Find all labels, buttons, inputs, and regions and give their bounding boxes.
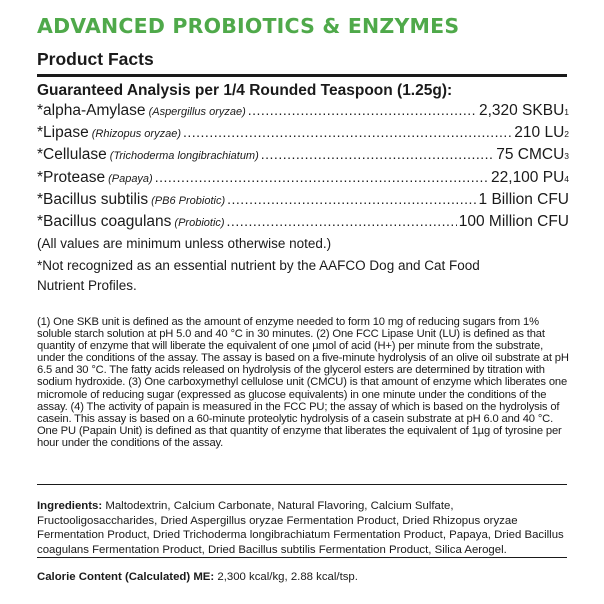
analysis-row bbox=[37, 213, 569, 235]
nutrient-value: 2,320 SKBU bbox=[478, 102, 565, 119]
analysis-row bbox=[37, 191, 569, 213]
nutrient-value: 75 CMCU bbox=[496, 146, 565, 164]
calorie-content bbox=[37, 571, 358, 583]
calorie-value: 2,300 kcal/kg, 2.88 kcal/tsp. bbox=[214, 571, 358, 583]
guaranteed-analysis-heading: Guaranteed Analysis per 1/4 Rounded Teaspoon (1.25g): bbox=[37, 82, 453, 99]
leader-dots bbox=[183, 124, 512, 140]
analysis-row: *Protease (Papaya) ..... 22,100 PU 4 bbox=[37, 169, 569, 191]
nutrient-source: (Probiotic) bbox=[174, 216, 225, 229]
leader-dots bbox=[155, 169, 489, 185]
nutrient-name: *Bacillus subtilis bbox=[37, 190, 149, 208]
calorie-label: Calorie Content (Calculated) ME: bbox=[37, 571, 215, 583]
leader-dots bbox=[261, 146, 494, 162]
nutrient-source: (Papaya) bbox=[108, 172, 153, 185]
ingredients-label: Ingredients: bbox=[37, 500, 103, 512]
nutrient-name: *Cellulase bbox=[37, 146, 107, 164]
nutrient-name: *Protease bbox=[37, 168, 106, 186]
minimum-values-note: (All values are minimum unless otherwise noted.) bbox=[37, 236, 332, 251]
analysis-list bbox=[37, 102, 569, 235]
nutrient-name: *Lipase bbox=[37, 124, 89, 142]
analysis-row: *alpha-Amylase (Aspergillus oryzae) ..... 2,320 SKBU 1 bbox=[37, 102, 569, 124]
nutrient-value: 1 Billion CFU bbox=[478, 190, 569, 208]
divider bbox=[37, 557, 567, 558]
ingredients-statement bbox=[37, 499, 569, 557]
nutrient-name: *Bacillus coagulans bbox=[37, 212, 172, 230]
nutrient-name: *alpha-Amylase bbox=[37, 102, 146, 119]
leader-dots bbox=[248, 102, 477, 118]
leader-dots bbox=[227, 191, 476, 207]
analysis-row: *Cellulase (Trichoderma longibrachiatum) ..... 75 CMCU 3 bbox=[37, 146, 569, 168]
product-title: ADVANCED PROBIOTICS & ENZYMES bbox=[37, 14, 460, 38]
nutrient-source: (PB6 Probiotic) bbox=[151, 194, 226, 207]
nutrient-source: (Aspergillus oryzae) bbox=[148, 106, 246, 118]
nutrient-value: 210 LU bbox=[514, 124, 565, 142]
divider bbox=[37, 484, 567, 485]
ingredients-list: Maltodextrin, Calcium Carbonate, Natural Flavoring, Calcium Sulfate, Fructooligosaccharides, Dried Aspergillus oryzae Fermentation Product, Dried Rhizopus oryzae Fermentation Product, Dried Trichoderma longibrachiatum Fermentation Product, Papaya, Dried Bacillus coagulans Fermentation Product, Dried Bacillus subtilis Fermentation Product, Silica Aerogel. bbox=[37, 500, 564, 556]
nutrient-source: (Trichoderma longibrachiatum) bbox=[109, 150, 259, 163]
leader-dots bbox=[227, 213, 457, 229]
assay-footnotes: (1) One SKB unit is defined as the amount of enzyme needed to form 10 mg of reducing sugars from 1% soluble starch solution at pH 5.0 and 40 °C in 30 minutes. (2) One FCC Lipase Unit (LU) is defined as that quantity of enzyme that will liberate the equivalent of one µmol of acid (H+) per minute from the substrate, under the conditions of the assay. The assay is based on a five-minute hydrolysis of an olive oil substrate at pH 6.5 and 30 °C. The fatty acids released on hydrolysis of the glycerol esters are determined by titration with sodium hydroxide. (3) One carboxymethyl cellulose unit (CMCU) is that amount of enzyme which liberates one micromole of reducing sugar (expressed as glucose equivalents) in one minute under the conditions of the assay. (4) The activity of papain is measured in the FCC PU; the assay of which is based on the hydrolysis of casein. This assay is based on a 60-minute proteolytic hydrolysis of a casein substrate at pH 6.0 and 40 °C. One PU (Papain Unit) is defined as that quantity of enzyme that liberates the equivalent of 1µg of tyrosine per hour under the conditions of the assay. bbox=[37, 316, 569, 449]
analysis-row: *Lipase (Rhizopus oryzae) ..... 210 LU 2 bbox=[37, 124, 569, 146]
aafco-note: *Not recognized as an essential nutrient by the AAFCO Dog and Cat Food Nutrient Profiles. bbox=[37, 258, 480, 293]
nutrient-source: (Rhizopus oryzae) bbox=[91, 128, 181, 141]
product-facts-heading: Product Facts bbox=[37, 49, 154, 69]
divider-thick bbox=[37, 74, 567, 77]
nutrient-value: 22,100 PU bbox=[491, 168, 565, 186]
nutrient-value: 100 Million CFU bbox=[458, 212, 569, 230]
